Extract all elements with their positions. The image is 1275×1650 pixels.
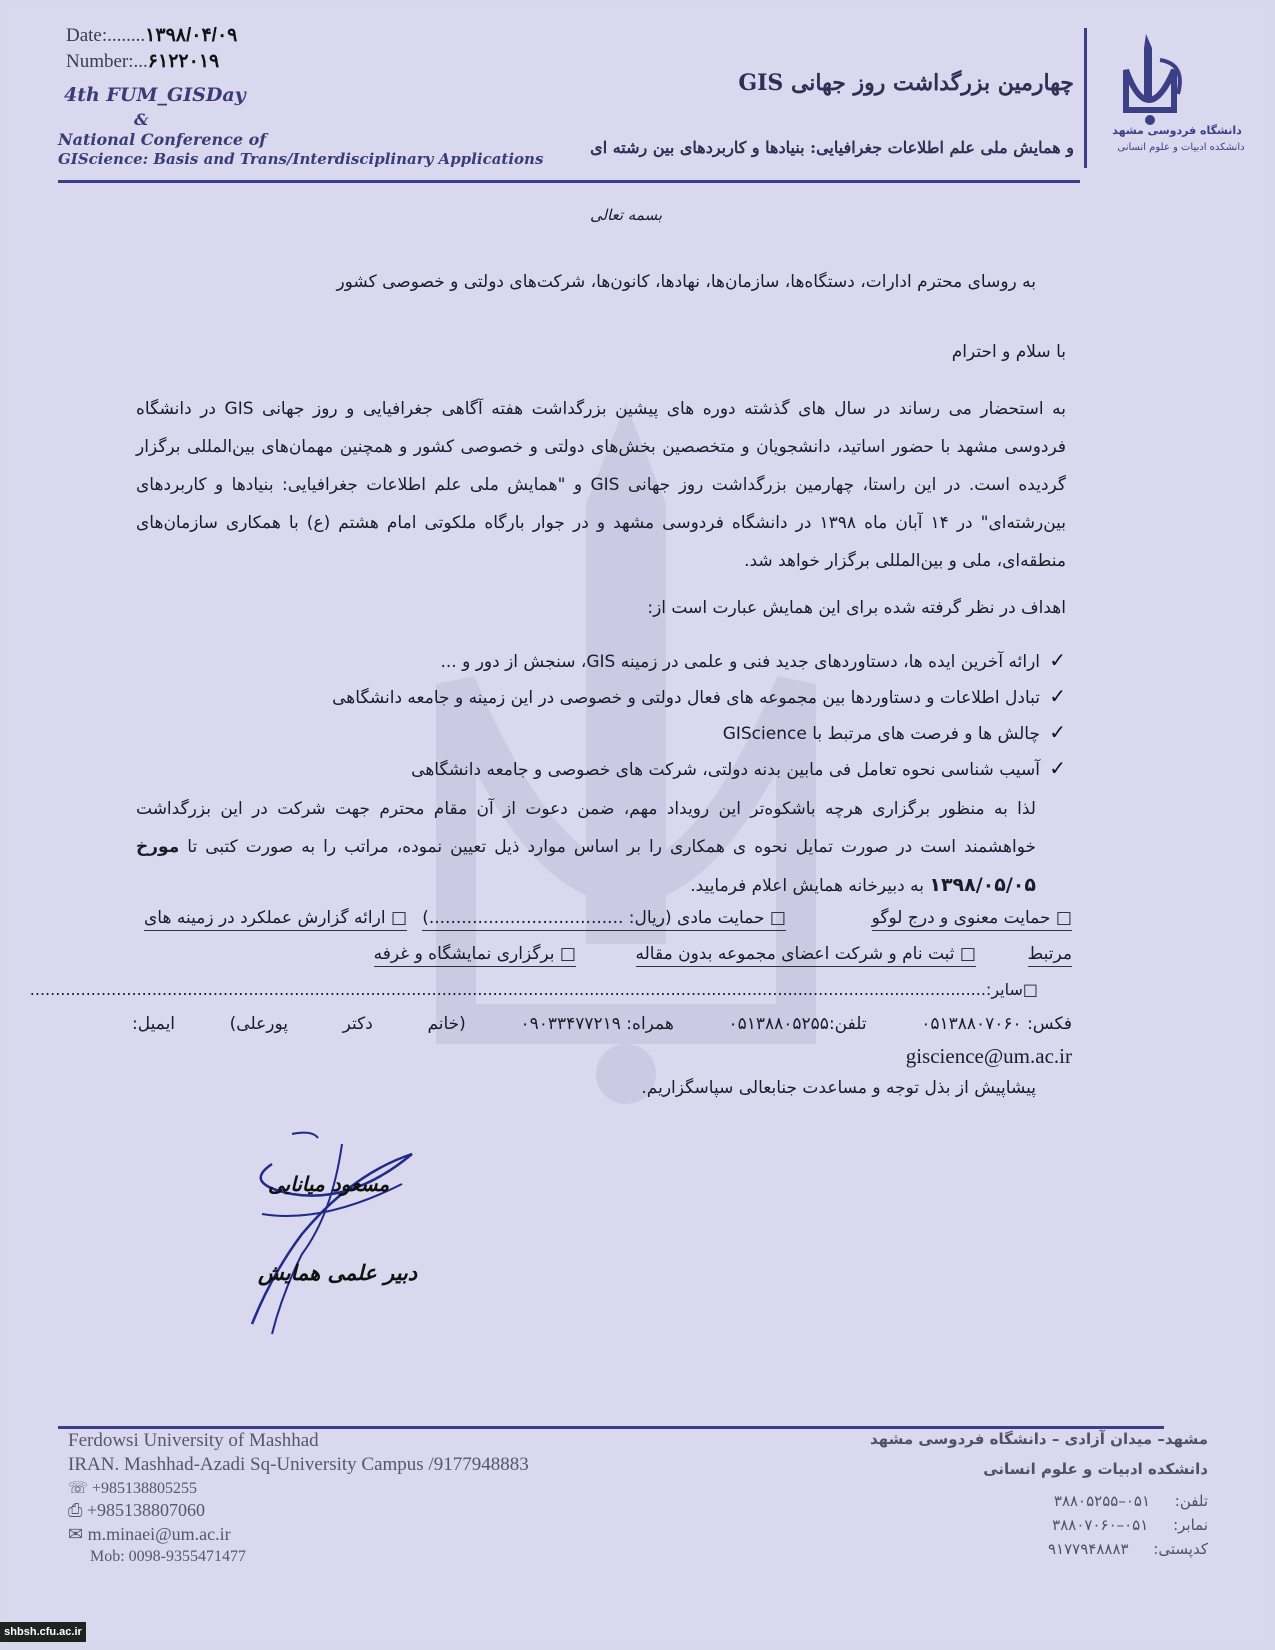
footer-fax-number: +985138807060	[86, 1500, 206, 1520]
footer-address: IRAN. Mashhad-Azadi Sq-University Campus /9177948883	[68, 1454, 529, 1475]
checkmark-icon: ✓	[1049, 756, 1066, 780]
number-value: ۶۱۲۲۰۱۹	[147, 51, 220, 72]
site-badge[interactable]: shbsh.cfu.ac.ir	[0, 1622, 86, 1642]
footer-fax	[68, 1500, 205, 1521]
footer-fa-address: مشهد– میدان آزادی – دانشگاه فردوسی مشهد	[870, 1430, 1208, 1448]
phone-number: تلفن:۰۵۱۳۸۸۰۵۲۵۵	[728, 1014, 867, 1034]
checkmark-icon: ✓	[1049, 720, 1066, 744]
footer-fa-postal-code: ۹۱۷۷۹۴۸۸۸۳	[1047, 1540, 1129, 1558]
contact-person-b: دکتر	[342, 1014, 373, 1034]
logo-text-university: دانشگاه فردوسی مشهد	[1112, 124, 1242, 137]
mobile-number: همراه: ۰۹۰۳۳۴۷۷۲۱۹	[520, 1014, 674, 1034]
header-vertical-rule	[1084, 28, 1087, 168]
closing-line: پیشاپیش از بذل توجه و مساعدت جنابعالی سپاسگزاریم.	[641, 1078, 1036, 1098]
fax-icon: ⎙	[68, 1500, 83, 1520]
invitation-text: لذا به منظور برگزاری هرچه باشکوه‌تر این رویداد مهم، ضمن دعوت از آن مقام محترم جهت شرکت در این بزرگداشت خواهشمند است در صورت تمایل نحوه ی همکاری را بر اساس موارد ذیل تعیین نموده، مراتب را به صورت کتبی تا	[136, 799, 1037, 857]
logo-text-faculty: دانشکده ادبیات و علوم انسانی	[1117, 142, 1245, 153]
option-registration[interactable]: □ ثبت نام و شرکت اعضای مجموعه بدون مقاله	[636, 944, 976, 967]
goal-text: آسیب شناسی نحوه تعامل فی مابین بدنه دولتی، شرکت های خصوصی و جامعه دانشگاهی	[411, 760, 1040, 780]
checkmark-icon: ✓	[1049, 648, 1066, 672]
footer-phone	[68, 1478, 197, 1498]
footer-fa-postal	[1048, 1540, 1208, 1558]
number-label: Number:...	[66, 51, 148, 72]
signature-title: دبیر علمی همایش	[258, 1260, 418, 1285]
checkmark-icon: ✓	[1049, 684, 1066, 708]
option-spiritual-support[interactable]: □ حمایت معنوی و درج لوگو	[872, 908, 1072, 931]
footer-university: Ferdowsi University of Mashhad	[68, 1430, 319, 1451]
option-other[interactable]: □سایر:............................................................................................................................................................................................	[29, 980, 1038, 999]
footer-fa-phone-label: تلفن:	[1174, 1492, 1208, 1510]
contact-line	[132, 1014, 1072, 1034]
footer-fa-postal-label: کدپستی:	[1153, 1540, 1208, 1558]
greeting: با سلام و احترام	[951, 342, 1066, 362]
footer-phone-number: +985138805255	[92, 1480, 198, 1497]
number-line	[66, 50, 219, 73]
option-exhibition[interactable]: □ برگزاری نمایشگاه و غرفه	[374, 944, 576, 967]
signature-icon	[232, 1124, 442, 1344]
conf-en-line1: 4th FUM_GISDay	[64, 84, 246, 106]
fax-number: فکس: ۰۵۱۳۸۸۰۷۰۶۰	[921, 1014, 1072, 1034]
footer-fa-fax-label: نمابر:	[1173, 1516, 1208, 1534]
goal-text: ارائه آخرین ایده ها، دستاوردهای جدید فنی و علمی در زمینه GIS، سنجش از دور و ...	[440, 652, 1040, 672]
basmala: بسمه تعالی	[589, 206, 663, 224]
goal-item	[136, 720, 1066, 744]
date-label: Date:........	[66, 25, 146, 46]
conf-en-line3: National Conference of	[58, 130, 267, 149]
invitation-text-end: به دبیرخانه همایش اعلام فرمایید.	[690, 876, 924, 896]
footer-email-address[interactable]: m.minaei@um.ac.ir	[87, 1524, 231, 1544]
footer-rule	[58, 1426, 1164, 1429]
goal-item	[136, 684, 1066, 708]
footer-fa-phone-number: ۰۵۱–۳۸۸۰۵۲۵۵	[1053, 1492, 1151, 1510]
deadline-date: ۱۳۹۸/۰۵/۰۵	[929, 874, 1036, 896]
signature-name: مسعود میانایی	[268, 1172, 390, 1196]
recipient-line: به روسای محترم ادارات، دستگاه‌ها، سازمان‌ها، نهادها، کانون‌ها، شرکت‌های دولتی و خصوصی کشور	[336, 272, 1036, 292]
footer-fa-faculty: دانشکده ادبیات و علوم انسانی	[983, 1460, 1208, 1478]
option-performance-report-cont: مرتبط	[1028, 944, 1072, 967]
invitation-paragraph	[136, 790, 1036, 905]
letter-page	[6, 4, 1268, 1646]
contact-email[interactable]: giscience@um.ac.ir	[905, 1044, 1072, 1068]
intro-paragraph: به استحضار می رساند در سال های گذشته دوره های پیشین بزرگداشت هفته آگاهی جغرافیایی و روز جهانی GIS در دانشگاه فردوسی مشهد با حضور اساتید، دانشجویان و متخصصین بخش‌های دولتی و خصوصی کشور و همچنین مهمان‌های بین‌المللی برگزار گردیده است. در این راستا، چهارمین بزرگداشت روز جهانی GIS و "همایش ملی علم اطلاعات جغرافیایی: بنیادها و کاربردهای بین‌رشته‌ای" در ۱۴ آبان ماه ۱۳۹۸ در دانشگاه فردوسی مشهد و در جوار بارگاه ملکوتی امام هشتم (ع) با همکاری سازمان‌های منطقه‌ای، ملی و بین‌المللی برگزار خواهد شد.	[136, 399, 1067, 571]
contact-person-c: پورعلی)	[229, 1014, 288, 1034]
goal-item	[136, 756, 1066, 780]
contact-person-a: (خانم	[427, 1014, 466, 1034]
option-financial-support[interactable]: □ حمایت مادی (ریال: ....................................)	[422, 908, 786, 931]
email-label: ایمیل:	[132, 1014, 176, 1034]
footer-fa-fax-number: ۰۵۱–۳۸۸۰۷۰۶۰	[1052, 1516, 1149, 1534]
conf-en-line4: GIScience: Basis and Trans/Interdisciplinary Applications	[58, 150, 544, 168]
date-line	[66, 24, 237, 47]
option-performance-report[interactable]: □ ارائه گزارش عملکرد در زمینه های	[144, 908, 407, 931]
deadline-label: مورخ	[136, 837, 180, 857]
footer-fa-fax	[1052, 1516, 1208, 1534]
footer-mobile: Mob: 0098-9355471477	[90, 1548, 246, 1565]
goal-item	[136, 648, 1066, 672]
date-value: ۱۳۹۸/۰۴/۰۹	[145, 25, 238, 46]
goal-text: تبادل اطلاعات و دستاوردها بین مجموعه های فعال دولتی و خصوصی در این زمینه و جامعه دانشگاهی	[332, 688, 1040, 708]
fa-title-line1: چهارمین بزرگداشت روز جهانی GIS	[738, 70, 1074, 96]
header-rule	[58, 180, 1080, 183]
conf-en-line2: &	[134, 110, 149, 129]
goal-text: چالش ها و فرصت های مرتبط با GIScience	[722, 724, 1040, 744]
footer-fa-phone	[1054, 1492, 1208, 1510]
goals-intro: اهداف در نظر گرفته شده برای این همایش عبارت است از:	[647, 598, 1066, 618]
fa-title-line2: و همایش ملی علم اطلاعات جغرافیایی: بنیادها و کاربردهای بین رشته ای	[590, 138, 1074, 157]
footer-email	[68, 1524, 231, 1545]
phone-icon: ☏	[68, 1480, 89, 1497]
envelope-icon: ✉	[68, 1524, 84, 1544]
